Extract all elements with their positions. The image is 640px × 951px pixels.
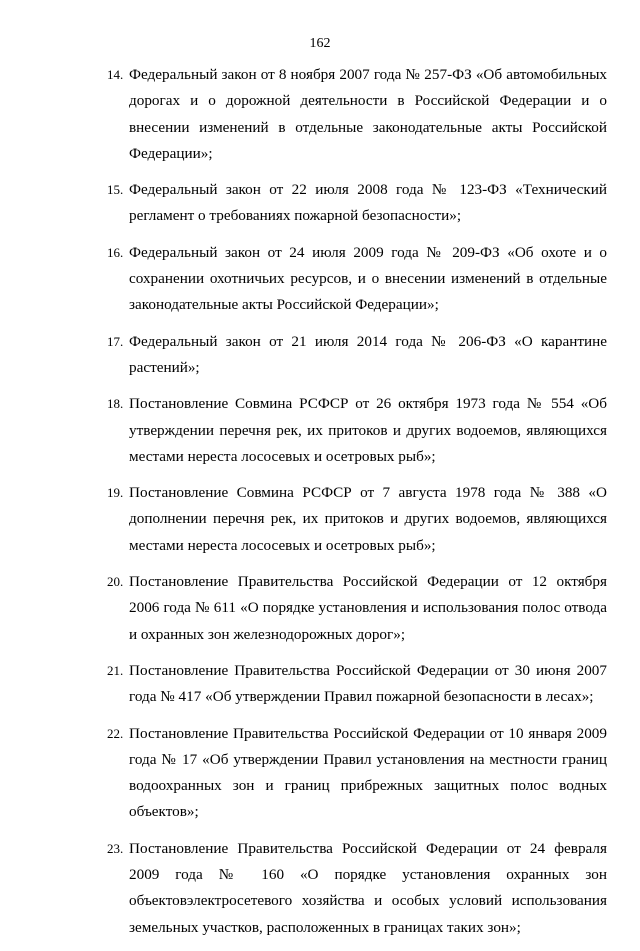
item-text: Постановление Правительства Российской Федерации от 24 февраля 2009 года № 160 «О порядке установления охранных зон объектовэлектросетевого хозяйства и особых условий использования земельных участков, расположенных в границах таких зон»; — [129, 839, 607, 936]
item-number: 15. — [107, 182, 124, 198]
list-item — [107, 480, 607, 559]
list-item — [107, 569, 607, 648]
item-number: 20. — [107, 574, 124, 590]
item-number: 21. — [107, 662, 124, 678]
list-item — [107, 62, 607, 167]
list-item — [107, 329, 607, 382]
item-number: 18. — [107, 396, 124, 412]
item-number: 23. — [107, 840, 124, 856]
item-text: Федеральный закон от 21 июля 2014 года № 206-ФЗ «О карантине растений»; — [129, 332, 607, 376]
list-item — [107, 658, 607, 711]
page-number: 162 — [309, 36, 331, 51]
item-text: Постановление Совмина РСФСР от 26 октября 1973 года № 554 «Об утверждении перечня рек, их притоков и других водоемов, являющихся местами нереста лососевых и осетровых рыб»; — [129, 395, 607, 465]
item-text: Федеральный закон от 22 июля 2008 года № 123-ФЗ «Технический регламент о требованиях пожарной безопасности»; — [129, 181, 607, 225]
item-text: Постановление Правительства Российской Федерации от 12 октября 2006 года № 611 «О порядке установления и использования полос отвода и охранных зон железнодорожных дорог»; — [129, 573, 607, 643]
item-text: Федеральный закон от 8 ноября 2007 года № 257-ФЗ «Об автомобильных дорогах и о дорожной деятельности в Российской Федерации и о внесении изменений в отдельные законодательные акты Российской Федерации»; — [129, 66, 607, 162]
item-number: 22. — [107, 725, 124, 741]
list-item — [107, 391, 607, 470]
legal-acts-list — [107, 62, 607, 951]
item-text: Постановление Совмина РСФСР от 7 августа 1978 года № 388 «О дополнении перечня рек, их притоков и других водоемов, являющихся местами нереста лососевых и осетровых рыб»; — [129, 484, 607, 554]
item-text: Федеральный закон от 24 июля 2009 года № 209-ФЗ «Об охоте и о сохранении охотничьих ресурсов, и о внесении изменений в отдельные законодательные акты Российской Федерации»; — [129, 243, 607, 314]
list-item — [107, 240, 607, 319]
item-text: Постановление Правительства Российской Федерации от 10 января 2009 года № 17 «Об утверждении Правил установления на местности границ водоохранных зон и границ прибрежных защитных полос водных объектов»; — [129, 724, 607, 821]
list-item — [107, 721, 607, 826]
item-number: 16. — [107, 244, 124, 260]
list-item — [107, 836, 607, 941]
item-number: 19. — [107, 485, 124, 501]
item-number: 14. — [107, 67, 124, 82]
item-number: 17. — [107, 333, 124, 349]
item-text: Постановление Правительства Российской Федерации от 30 июня 2007 года № 417 «Об утверждении Правил пожарной безопасности в лесах»; — [129, 661, 607, 706]
list-item — [107, 177, 607, 230]
